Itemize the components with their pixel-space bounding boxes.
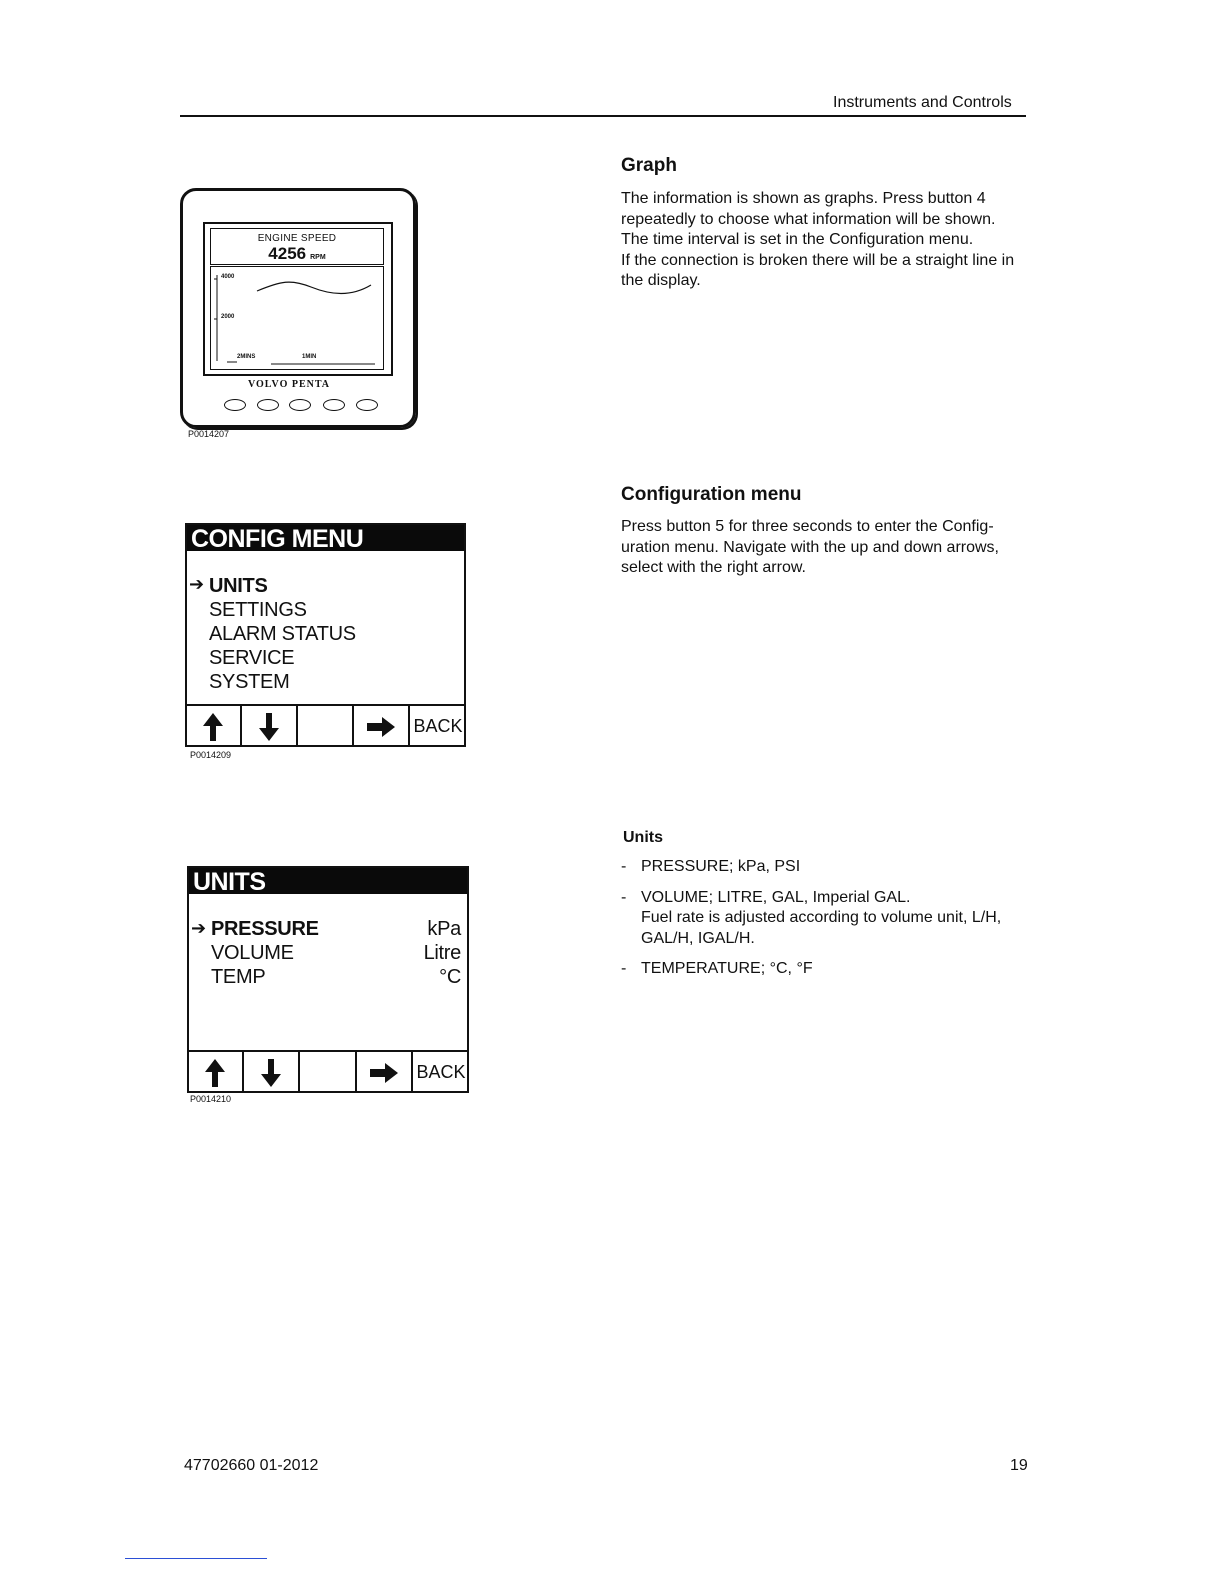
list-item: [621, 959, 1041, 980]
menu-item-system[interactable]: SYSTEM: [209, 671, 290, 693]
screen-title: CONFIG MENU: [187, 525, 464, 551]
gauge-value-line: [211, 244, 383, 264]
page-number: 19: [1010, 1457, 1028, 1474]
softkey-bar: [187, 1050, 469, 1093]
bullet-subtext: Fuel rate is adjusted according to volume unit, L/H, GAL/H, IGAL/H.: [641, 909, 1002, 947]
units-row-volume[interactable]: VOLUME: [211, 942, 294, 964]
gauge-readout: [210, 228, 384, 265]
arrow-right-icon: [369, 1062, 399, 1084]
bullet-text: PRESSURE; kPa, PSI: [641, 858, 801, 875]
x-tick-label-right: 1MIN: [302, 354, 317, 360]
arrow-up-icon: [204, 1058, 226, 1088]
arrow-up-icon: [202, 712, 224, 742]
header-divider: [180, 115, 1026, 117]
gauge-unit: RPM: [310, 254, 326, 261]
bullet-dash: -: [621, 960, 627, 977]
units-value-pressure: kPa: [427, 918, 461, 940]
selection-arrow-icon: ➔: [191, 918, 207, 938]
figure-caption: P0014207: [188, 429, 230, 439]
bottom-underline: [125, 1558, 267, 1559]
gauge-button-4[interactable]: [323, 399, 345, 411]
graph-heading: Graph: [621, 155, 677, 176]
config-heading: Configuration menu: [621, 484, 802, 505]
graph-paragraph: [621, 189, 1031, 292]
bullet-text: TEMPERATURE; °C, °F: [641, 960, 813, 977]
menu-item-service[interactable]: SERVICE: [209, 647, 295, 669]
y-tick-label-high: 4000: [221, 274, 235, 280]
bullet-dash: -: [621, 858, 627, 875]
config-paragraph: Press button 5 for three seconds to enter the Config-uration menu. Navigate with the up and down arrows, select with the right arrow.: [621, 518, 999, 576]
y-tick-label-low: 2000: [221, 314, 235, 320]
screen-title: UNITS: [189, 868, 467, 894]
bullet-text: VOLUME; LITRE, GAL, Imperial GAL.: [641, 888, 911, 906]
units-value-temp: °C: [439, 966, 461, 988]
blank-button[interactable]: [300, 1052, 357, 1093]
menu-item-settings[interactable]: SETTINGS: [209, 599, 307, 621]
units-row-pressure[interactable]: PRESSURE: [211, 918, 319, 940]
figure-caption: P0014210: [190, 1094, 232, 1104]
units-heading: Units: [623, 829, 663, 846]
bullet-dash: -: [621, 888, 627, 906]
graph-paragraph-line: If the connection is broken there will be a straight line in the display.: [621, 251, 1015, 289]
gauge-button-3[interactable]: [289, 399, 311, 411]
right-button[interactable]: [354, 706, 410, 747]
gauge-label: ENGINE SPEED: [257, 233, 337, 244]
right-button[interactable]: [357, 1052, 413, 1093]
units-bullet-list: [621, 857, 1041, 990]
gauge-button-2[interactable]: [257, 399, 279, 411]
list-item: [621, 857, 1041, 878]
down-button[interactable]: [242, 706, 298, 747]
rpm-trace: [257, 282, 371, 293]
figure-caption: P0014209: [190, 750, 232, 760]
back-button[interactable]: BACK: [408, 706, 466, 747]
units-row-temp[interactable]: TEMP: [211, 966, 266, 988]
gauge-button-5[interactable]: [356, 399, 378, 411]
up-button[interactable]: [187, 1052, 244, 1093]
down-button[interactable]: [244, 1052, 300, 1093]
graph-paragraph-line: The information is shown as graphs. Press button 4 repeatedly to choose what information will be shown.: [621, 190, 996, 228]
menu-item-alarm-status[interactable]: ALARM STATUS: [209, 623, 356, 645]
gauge-button-1[interactable]: [224, 399, 246, 411]
running-header: Instruments and Controls: [833, 94, 1012, 111]
back-button[interactable]: BACK: [411, 1052, 469, 1093]
arrow-down-icon: [258, 712, 280, 742]
arrow-down-icon: [260, 1058, 282, 1088]
config-menu-screen: [185, 523, 466, 747]
document-number: 47702660 01-2012: [184, 1457, 319, 1474]
up-button[interactable]: [185, 706, 242, 747]
gauge-value: 4256: [268, 244, 307, 263]
blank-button[interactable]: [298, 706, 354, 747]
menu-item-units[interactable]: UNITS: [209, 575, 268, 597]
softkey-bar: [185, 704, 466, 747]
selection-arrow-icon: ➔: [189, 574, 205, 594]
brand-logo: VOLVO PENTA: [248, 379, 331, 390]
units-value-volume: Litre: [423, 942, 461, 964]
list-item: [621, 888, 1041, 950]
graph-paragraph-line: The time interval is set in the Configuration menu.: [621, 231, 974, 248]
arrow-right-icon: [366, 716, 396, 738]
units-screen: [187, 866, 469, 1093]
x-tick-label-left: 2MINS: [237, 354, 256, 360]
